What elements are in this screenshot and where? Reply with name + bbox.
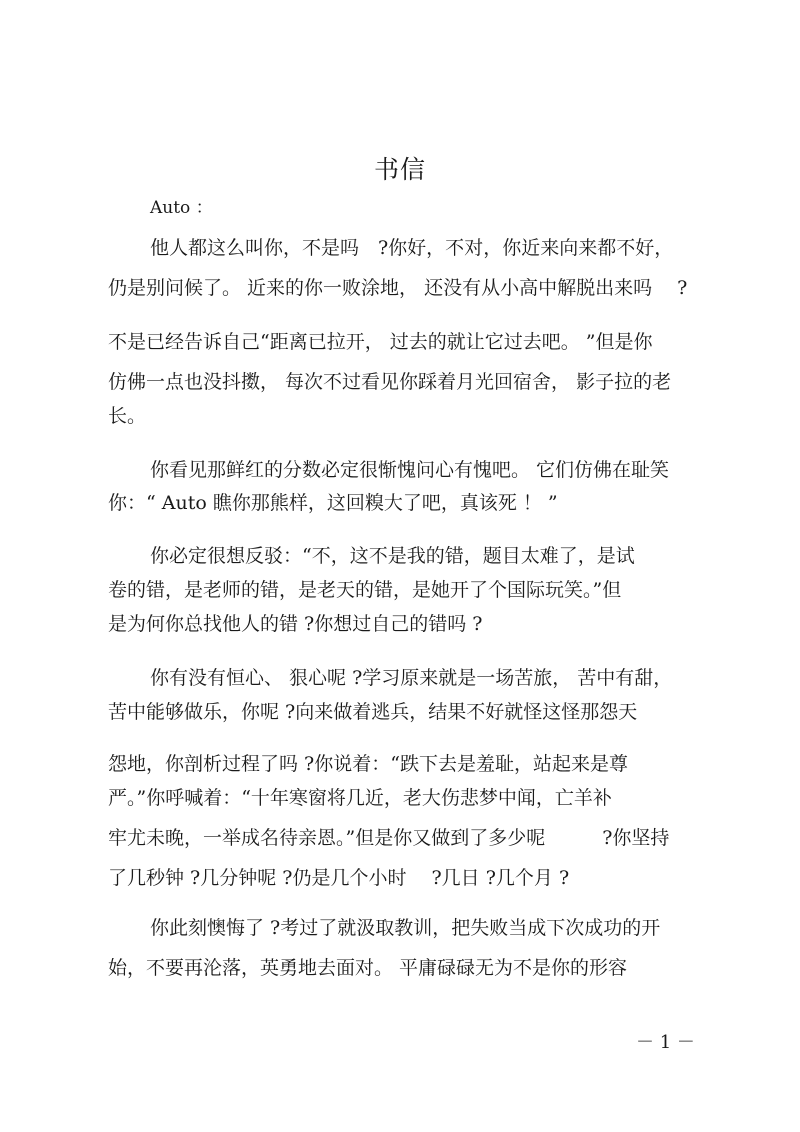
text-line: 牢尤未晚，一举成名待亲恩。”但是你又做到了多少呢 ?你坚持 xyxy=(108,827,670,849)
text-line: 你此刻懊悔了 ?考过了就汲取教训，把失败当成下次成功的开 xyxy=(150,917,661,939)
text-line: 你有没有恒心、 狠心呢 ?学习原来就是一场苦旅， 苦中有甜， xyxy=(150,667,673,689)
text-line: 你看见那鲜红的分数必定很惭愧问心有愧吧。 它们仿佛在耻笑 xyxy=(150,459,670,481)
text-line: 长。 xyxy=(108,405,147,427)
text-line: 始，不要再沦落，英勇地去面对。 平庸碌碌无为不是你的形容 xyxy=(108,957,628,979)
text-line: 你：“ Auto 瞧你那熊样，这回糗大了吧，真该死 ！ ” xyxy=(108,492,558,514)
text-line: 不是已经告诉自己“距离已拉开， 过去的就让它过去吧。 ”但是你 xyxy=(108,331,653,353)
page-number: － 1 － xyxy=(636,1032,695,1053)
document-title: 书信 xyxy=(373,155,426,184)
text-line: 他人都这么叫你，不是吗 ?你好，不对，你近来向来都不好， xyxy=(150,237,674,259)
text-line: 是为何你总找他人的错 ?你想过自己的错吗 ? xyxy=(108,613,483,635)
text-line: 你必定很想反驳：“不，这不是我的错，题目太难了，是试 xyxy=(150,545,635,567)
salutation: Auto ： xyxy=(150,198,213,218)
text-line: 严。”你呼喊着：“十年寒窗将几近，老大伤悲梦中闻，亡羊补 xyxy=(108,787,612,809)
text-line: 仿佛一点也没抖擞， 每次不过看见你踩着月光回宿舍， 影子拉的老 xyxy=(108,371,672,393)
text-line: 怨地，你剖析过程了吗 ?你说着：“跌下去是羞耻，站起来是尊 xyxy=(108,753,628,775)
text-line: 苦中能够做乐，你呢 ?向来做着逃兵，结果不好就怪这怪那怨天 xyxy=(108,701,638,723)
text-line: 了几秒钟 ?几分钟呢 ?仍是几个小时 ?几日 ?几个月 ? xyxy=(108,867,570,889)
text-line: 卷的错，是老师的错，是老天的错，是她开了个国际玩笑。”但 xyxy=(108,579,622,601)
text-line: 仍是别问候了。 近来的你一败涂地， 还没有从小高中解脱出来吗 ? xyxy=(108,277,688,299)
